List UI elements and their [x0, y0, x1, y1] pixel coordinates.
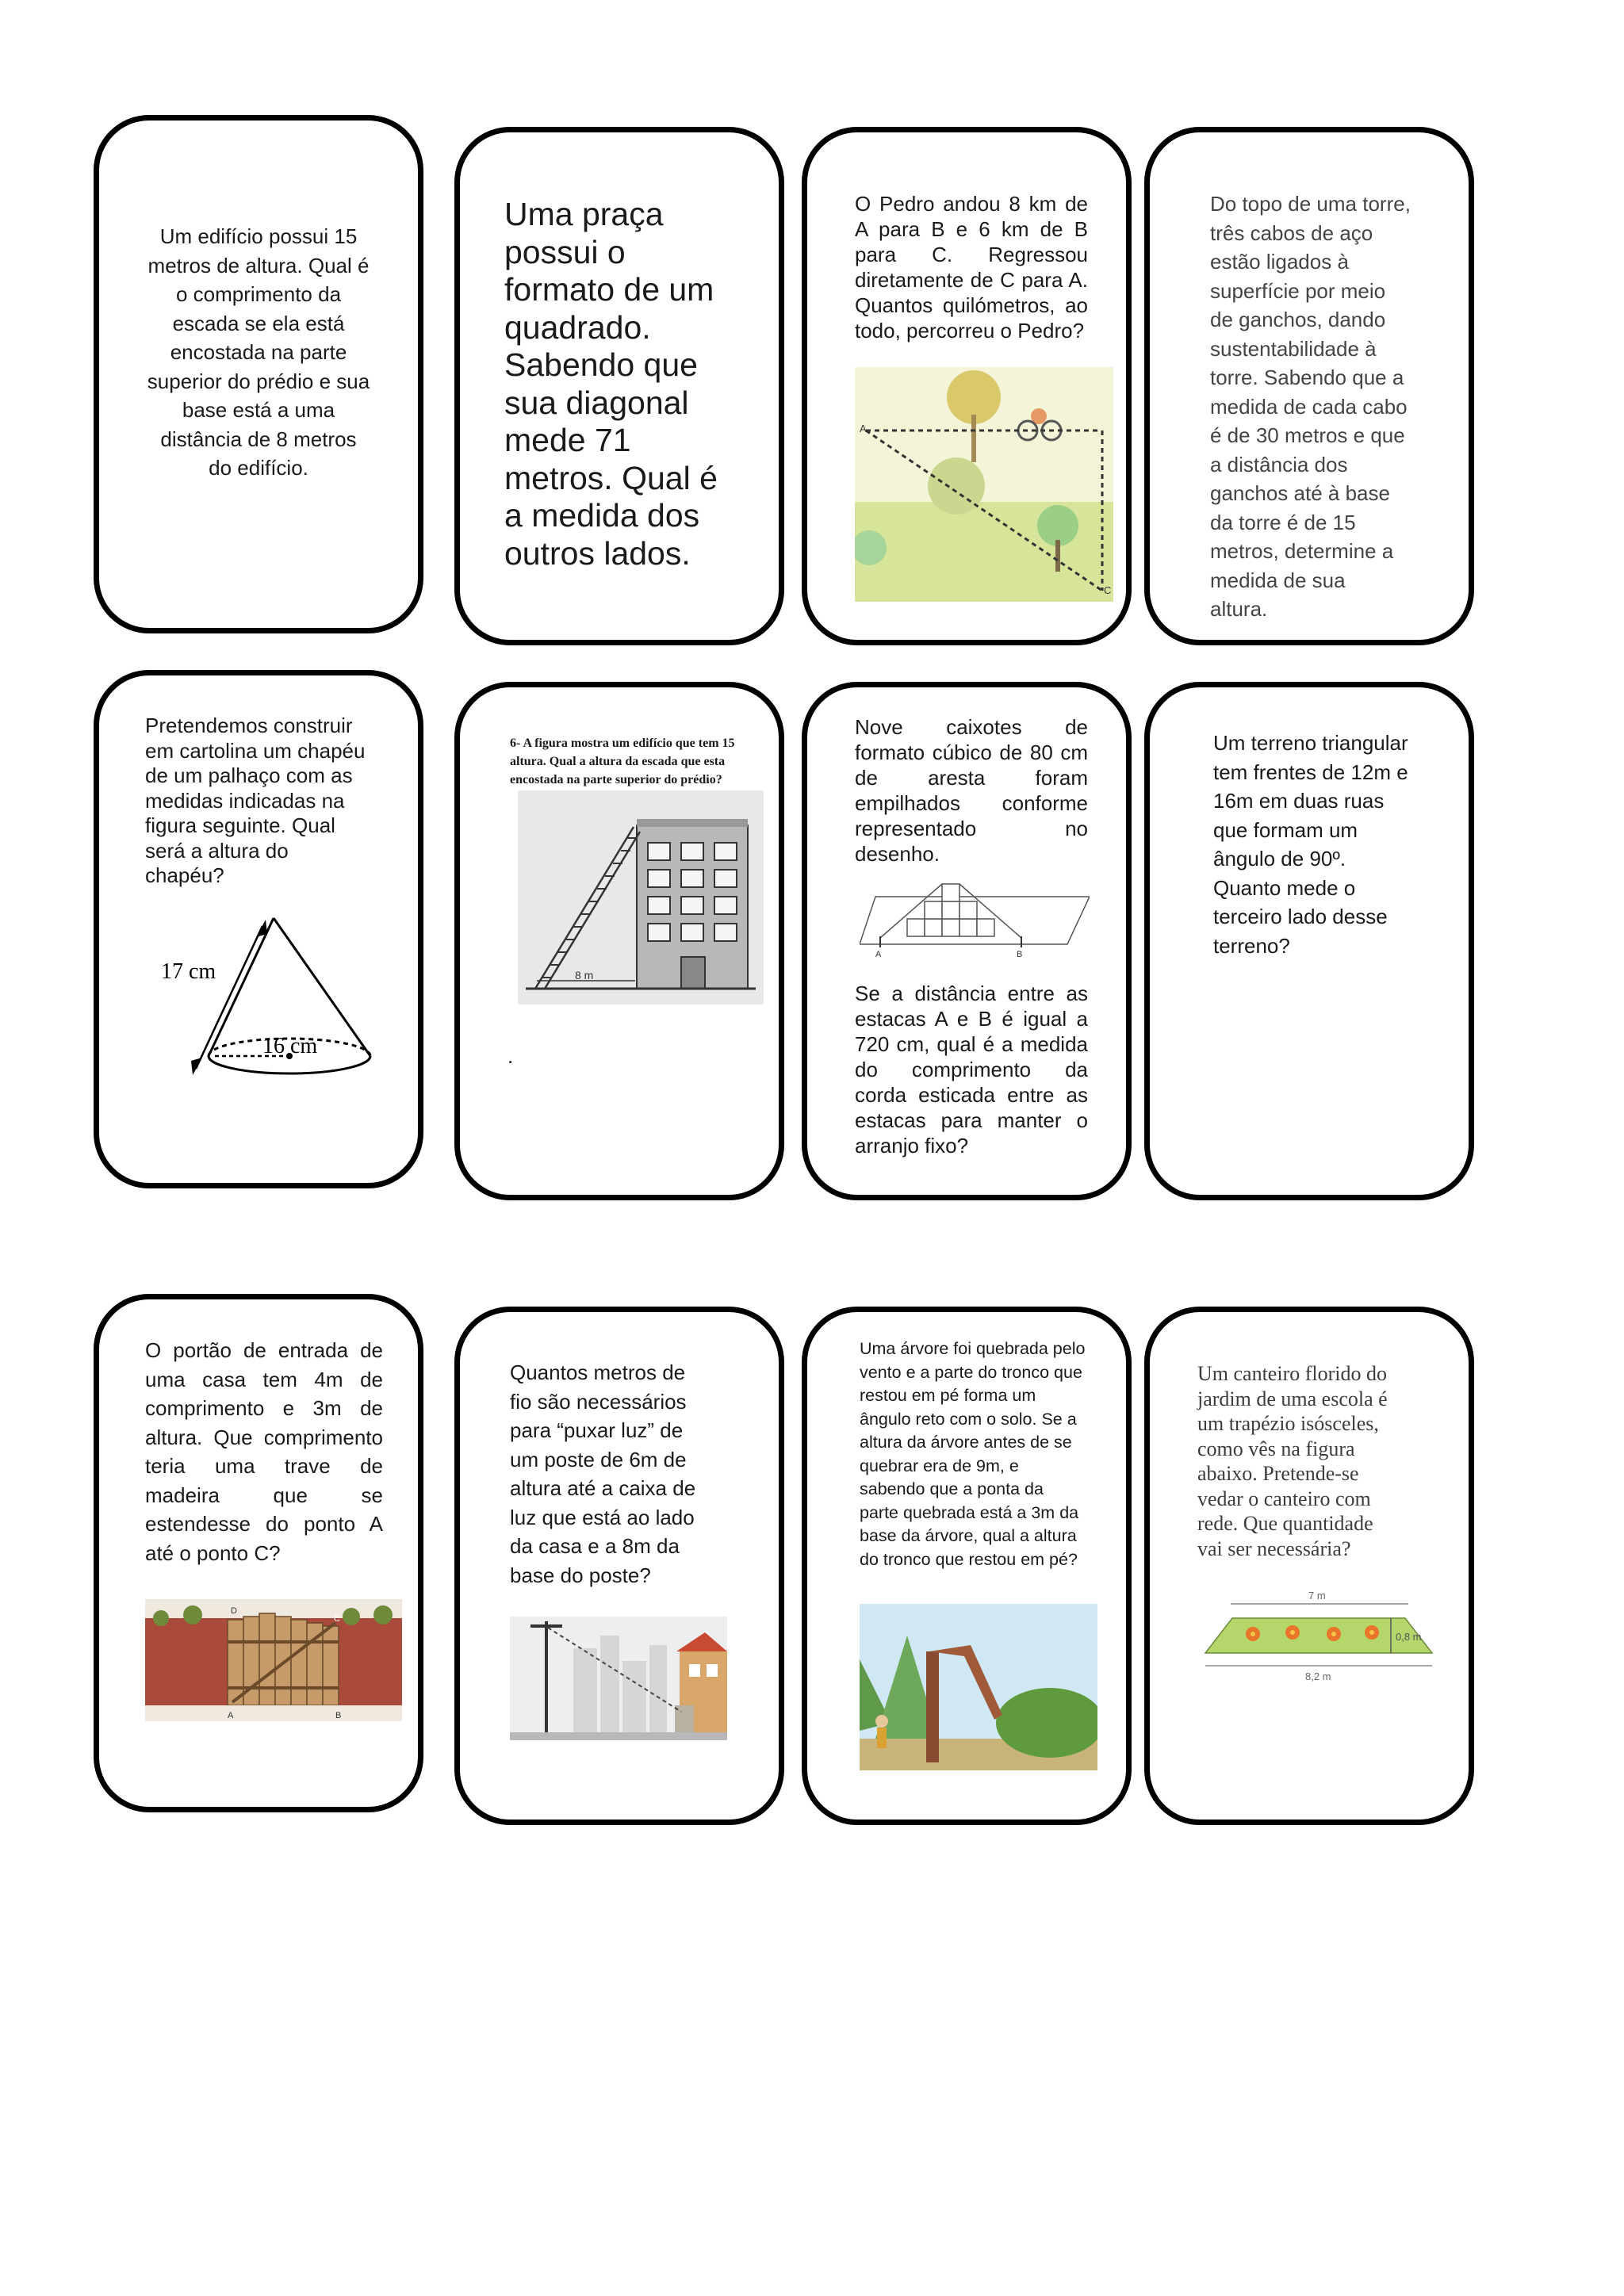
point-a-label: A [860, 423, 867, 434]
card-9 [94, 1294, 423, 1812]
stacked-boxes-figure [860, 881, 1090, 957]
card-5 [94, 670, 423, 1188]
card-11 [802, 1307, 1132, 1825]
point-b-label: B [335, 1711, 342, 1720]
pole-house-illustration [510, 1617, 727, 1740]
card-11-text: Uma árvore foi quebrada pelo vento e a parte do tronco que restou em pé forma um ângulo reto com o solo. Se a altura da árvore antes de se quebrar era de 9m, e sabendo que a ponta da parte quebrada está a 3m da base da árvore, qual a altura do tronco que restou em pé? [860, 1339, 1086, 1569]
trapezoid-garden-figure [1197, 1590, 1435, 1685]
card-10-text: Quantos metros de fio são necessários para “puxar luz” de um poste de 6m de altura até a caixa de luz que está ao lado da casa e a 8m da base do poste? [510, 1360, 696, 1587]
card-3 [802, 127, 1132, 645]
height-label: 0,8 m [1396, 1631, 1422, 1643]
card-7-text-2: Se a distância entre as estacas A e B é igual a 720 cm, qual é a medida do comprimento da corda esticada entre as estacas para manter o arranjo fixo? [855, 982, 1088, 1158]
point-a-label: A [228, 1711, 234, 1720]
card-6-caption: 6- A figura mostra um edifício que tem 15 altura. Qual a altura da escada que esta encostada na parte superior do prédio? [510, 737, 735, 786]
card-8-text: Um terreno triangular tem frentes de 12m e 16m em duas ruas que formam um ângulo de 90º. Quanto mede o terceiro lado desse terreno? [1213, 731, 1408, 958]
stake-b-label: B [1017, 950, 1023, 957]
card-3-text: O Pedro andou 8 km de A para B e 6 km de B para C. Regressou diretamente de C para A. Quantos quilómetros, ao todo, percorreu o Pedro? [855, 192, 1088, 342]
point-c-label: C [1104, 584, 1112, 596]
ladder-building-figure [518, 790, 764, 1004]
point-d-label: D [231, 1606, 237, 1616]
card-2 [454, 127, 784, 645]
card-7 [802, 682, 1132, 1200]
base-diameter-label: 16 cm [262, 1034, 318, 1058]
card-6-dot: . [508, 1044, 514, 1068]
point-c-label: C [334, 1614, 340, 1624]
card-1-text: Um edifício possui 15 metros de altura. Qual é o comprimento da escada se ela está encostada na parte superior do prédio e sua base está a uma distância de 8 metros do edifício. [147, 224, 370, 480]
bicycle-route-illustration [855, 367, 1113, 602]
card-12 [1144, 1307, 1474, 1825]
card-7-text-1: Nove caixotes de formato cúbico de 80 cm de aresta foram empilhados conforme representado no desenho. [855, 715, 1088, 866]
card-1 [94, 115, 423, 633]
distance-label: 8 m [575, 969, 594, 982]
slant-height-label: 17 cm [161, 959, 216, 984]
card-6 [454, 682, 784, 1200]
stake-a-label: A [875, 950, 882, 957]
card-4 [1144, 127, 1474, 645]
card-2-text: Uma praça possui o formato de um quadrado. Sabendo que sua diagonal mede 71 metros. Qual é a medida dos outros lados. [504, 196, 718, 572]
bottom-base-label: 8,2 m [1305, 1670, 1331, 1682]
card-5-text: Pretendemos construir em cartolina um chapéu de um palhaço com as medidas indicadas na figura seguinte. Qual será a altura do chapéu? [145, 714, 366, 887]
card-9-text: O portão de entrada de uma casa tem 4m de comprimento e 3m de altura. Que comprimento teria uma trave de madeira que se estendesse do ponto A até o ponto C? [145, 1338, 383, 1565]
top-base-label: 7 m [1308, 1590, 1326, 1601]
gate-illustration [145, 1599, 402, 1721]
broken-tree-illustration [860, 1604, 1097, 1770]
card-10 [454, 1307, 784, 1825]
card-12-text: Um canteiro florido do jardim de uma escola é um trapézio isósceles, como vês na figura abaixo. Pretende-se vedar o canteiro com rede. Que quantidade vai ser necessária? [1197, 1362, 1388, 1560]
card-8 [1144, 682, 1474, 1200]
card-4-text: Do topo de uma torre, três cabos de aço estão ligados à superfície por meio de ganchos, dando sustentabilidade à torre. Sabendo que a medida de cada cabo é de 30 metros e que a distância dos ganchos até à base da torre é de 15 metros, determine a medida de sua altura. [1210, 192, 1411, 621]
clown-hat-cone [155, 905, 393, 1112]
